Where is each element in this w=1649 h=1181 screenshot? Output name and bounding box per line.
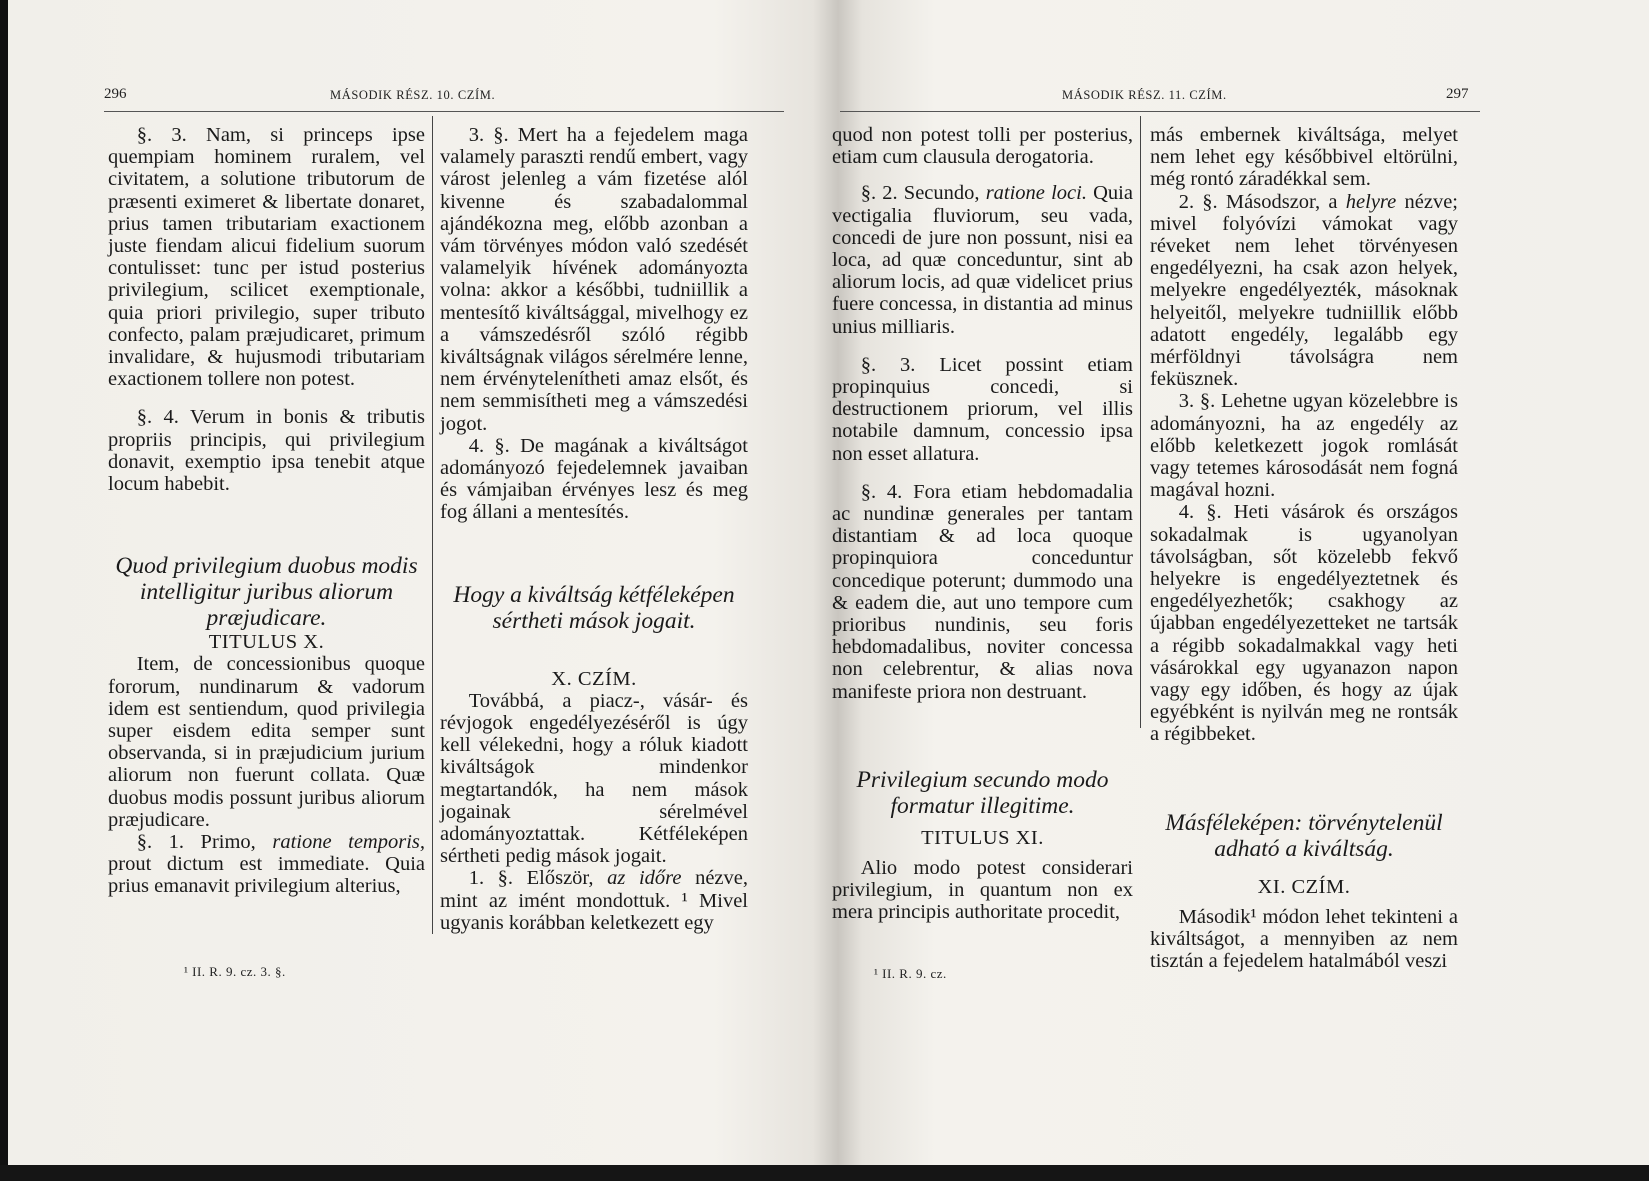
- footnote-right: ¹ II. R. 9. cz.: [874, 966, 947, 981]
- titulus-label: XI. CZÍM.: [1257, 875, 1351, 898]
- paragraph: Alio modo potest considerari privilegium, in quantum non ex mera principis authoritate procedit,: [832, 857, 1133, 924]
- section-heading: Quod privilegium duobus modis intelligitur juribus aliorum præjudicare.: [115, 553, 418, 632]
- paragraph: §. 3. Licet possint etiam propinquius concedi, si destructionem priorum, vel illis notabile damnum, concessio ipsa non esset allatura.: [832, 353, 1133, 465]
- column-divider: [432, 116, 433, 934]
- right-page: [832, 0, 1649, 1165]
- page-number-right: 297: [1446, 86, 1469, 102]
- paragraph: 3. §. Lehetne ugyan közelebbre is adományozni, ha az engedély az előbb keletkezett jogok romlását vagy tetemes károsodását nem fogná magával hozni.: [1150, 390, 1458, 502]
- paragraph: 3. §. Mert ha a fejedelem maga valamely paraszti rendű embert, vagy várost jelenleg a vám fizetése alól kivenne és szabadalommal ajándékozna meg, előbb azonban a vám törvényes módon való szedését valamelyik hívének adományozta volna: akkor a későbbi, tudniillik a mentesítő kiváltsággal, mivelhogy ez a vámszedésről szóló régibb kiváltságnak világos sérelmére lenne, nem érvényteleníthetі amaz elsőt, és nem semmisítheti meg a vámszedési jogot.: [440, 124, 748, 435]
- paragraph: quod non potest tolli per posterius, etiam cum clausula derogatoria.: [832, 124, 1133, 169]
- latin-column-right: [832, 124, 1133, 924]
- left-page: [8, 0, 838, 1165]
- paragraph: Továbbá, a piacz-, vásár- és révjogok engedélyezéséről is úgy kell vélekedni, hogy a róluk kiadott kiváltságok mindenkor megtartandók, ha nem mások jogainak sérelmével adományoztattak. Kétféleképen sértheti pedig mások jogait.: [440, 689, 748, 868]
- scan-edge: [0, 0, 8, 1181]
- page-number-left: 296: [104, 86, 127, 102]
- hungarian-column-left: [440, 124, 748, 934]
- titulus-label: TITULUS XI.: [921, 826, 1044, 849]
- paragraph: §. 4. Verum in bonis & tributis propriis principis, qui privilegium donavit, exemptio ipsa tenebit atque locum habebit.: [108, 406, 425, 496]
- running-head-right: MÁSODIK RÉSZ. 11. CZÍM.: [1062, 88, 1227, 102]
- paragraph: 4. §. De magának a kiváltságot adományozó fejedelemnek javaiban és vámjaiban érvényes lesz és meg fog állani a mentesítés.: [440, 434, 748, 524]
- column-divider: [1140, 116, 1141, 728]
- paragraph: §. 4. Fora etiam hebdomadalia ac nundinæ generales per tantam distantiam & ad loca quoque propinquiora conceduntur concedique poterunt; dummodo una & eadem die, aut uno tempore cum prioribus nundinis, seu foris hebdomadalibus, noviter concessa non celebrentur, & alias nova manifeste priora non destruant.: [832, 480, 1133, 703]
- running-head-left: MÁSODIK RÉSZ. 10. CZÍM.: [330, 88, 496, 102]
- paragraph: §. 3. Nam, si princeps ipse quempiam hominem ruralem, vel civitatem, a solutione tributorum de præsenti eximeret & libertate donaret, prius tamen tributariam exactionem juste fiendam alicui fidelium suorum contulisset: tunc per istud posterius privilegium, scilicet exemptionale, quia priori privilegio, super tributo confecto, palam præjudicaret, primum invalidare, & hujusmodi tributariam exactionem tollere non potest.: [108, 124, 425, 391]
- header-rule-left: [104, 111, 784, 112]
- header-rule-right: [840, 111, 1480, 112]
- paragraph: más embernek kiváltsága, melyet nem lehet egy későbbivel eltörülni, még rontó záradékkal sem.: [1150, 124, 1458, 191]
- paragraph: 4. §. Heti vásárok és országos sokadalmak is ugyanolyan távolságban, sőt közelebb fekvő helyekre is engedélyeztetnek és engedélyezhetők; csakhogy az újabban engedélyezetteket ne tartsák a régibb sokadalmakkal vagy heti vásárokkal egy ugyanazon napon vagy egy időben, és hogy az újak egyébként is nyilván meg ne rontsák a régibbeket.: [1150, 501, 1458, 746]
- scan-bottom-edge: [0, 1165, 1649, 1181]
- paragraph: Második¹ módon lehet tekinteni a kiváltságot, a mennyiben az nem tisztán a fejedelem hatalmából veszi: [1150, 905, 1458, 973]
- titulus-label: X. CZÍM.: [551, 667, 637, 690]
- paragraph: Item, de concessionibus quoque fororum, nundinarum & vadorum idem est sentiendum, quod privilegia super eisdem edita semper sunt observanda, si in præjudicium jurium aliorum non fuerunt collata. Quæ duobus modis possunt juribus aliorum præjudicare.: [108, 653, 425, 831]
- latin-column-left: [108, 124, 425, 898]
- paragraph: 1. §. Először, az időre nézve, mint az imént mondottuk. ¹ Mivel ugyanis korábban keletkezett egy: [440, 867, 748, 934]
- footnote-left: ¹ II. R. 9. cz. 3. §.: [184, 964, 286, 979]
- paragraph: §. 1. Primo, ratione temporis, prout dictum est immediate. Quia prius emanavit privilegium alterius,: [108, 831, 426, 898]
- paragraph: §. 2. Secundo, ratione loci. Quia vectigalia fluviorum, seu vada, concedi de jure non possunt, nisi ea loca, ad quæ conceduntur, sint ab aliorum locis, ad quæ videlicet prius fuere concessa, in distantia ad minus unius milliaris.: [832, 182, 1133, 338]
- section-heading: Másféleképen: törvénytelenül adható a kiváltság.: [1165, 809, 1443, 862]
- section-heading: Hogy a kiváltság kétféleképen sértheti mások jogait.: [453, 581, 735, 634]
- titulus-label: TITULUS X.: [208, 631, 325, 654]
- section-heading: Privilegium secundo modo formatur illegitime.: [856, 766, 1109, 819]
- hungarian-column-right: [1150, 124, 1458, 973]
- paragraph: 2. §. Másodszor, a helyre nézve; mivel folyóvízi vámokat vagy réveket nem lehet törvényesen engedélyezni, ha csak azon helyek, melyekre engedélyezték, másoknak helyeitől, melyekre tudniillik előbb adatott engedély, legalább egy mérföldnyi távolságra nem feküsznek.: [1150, 190, 1458, 391]
